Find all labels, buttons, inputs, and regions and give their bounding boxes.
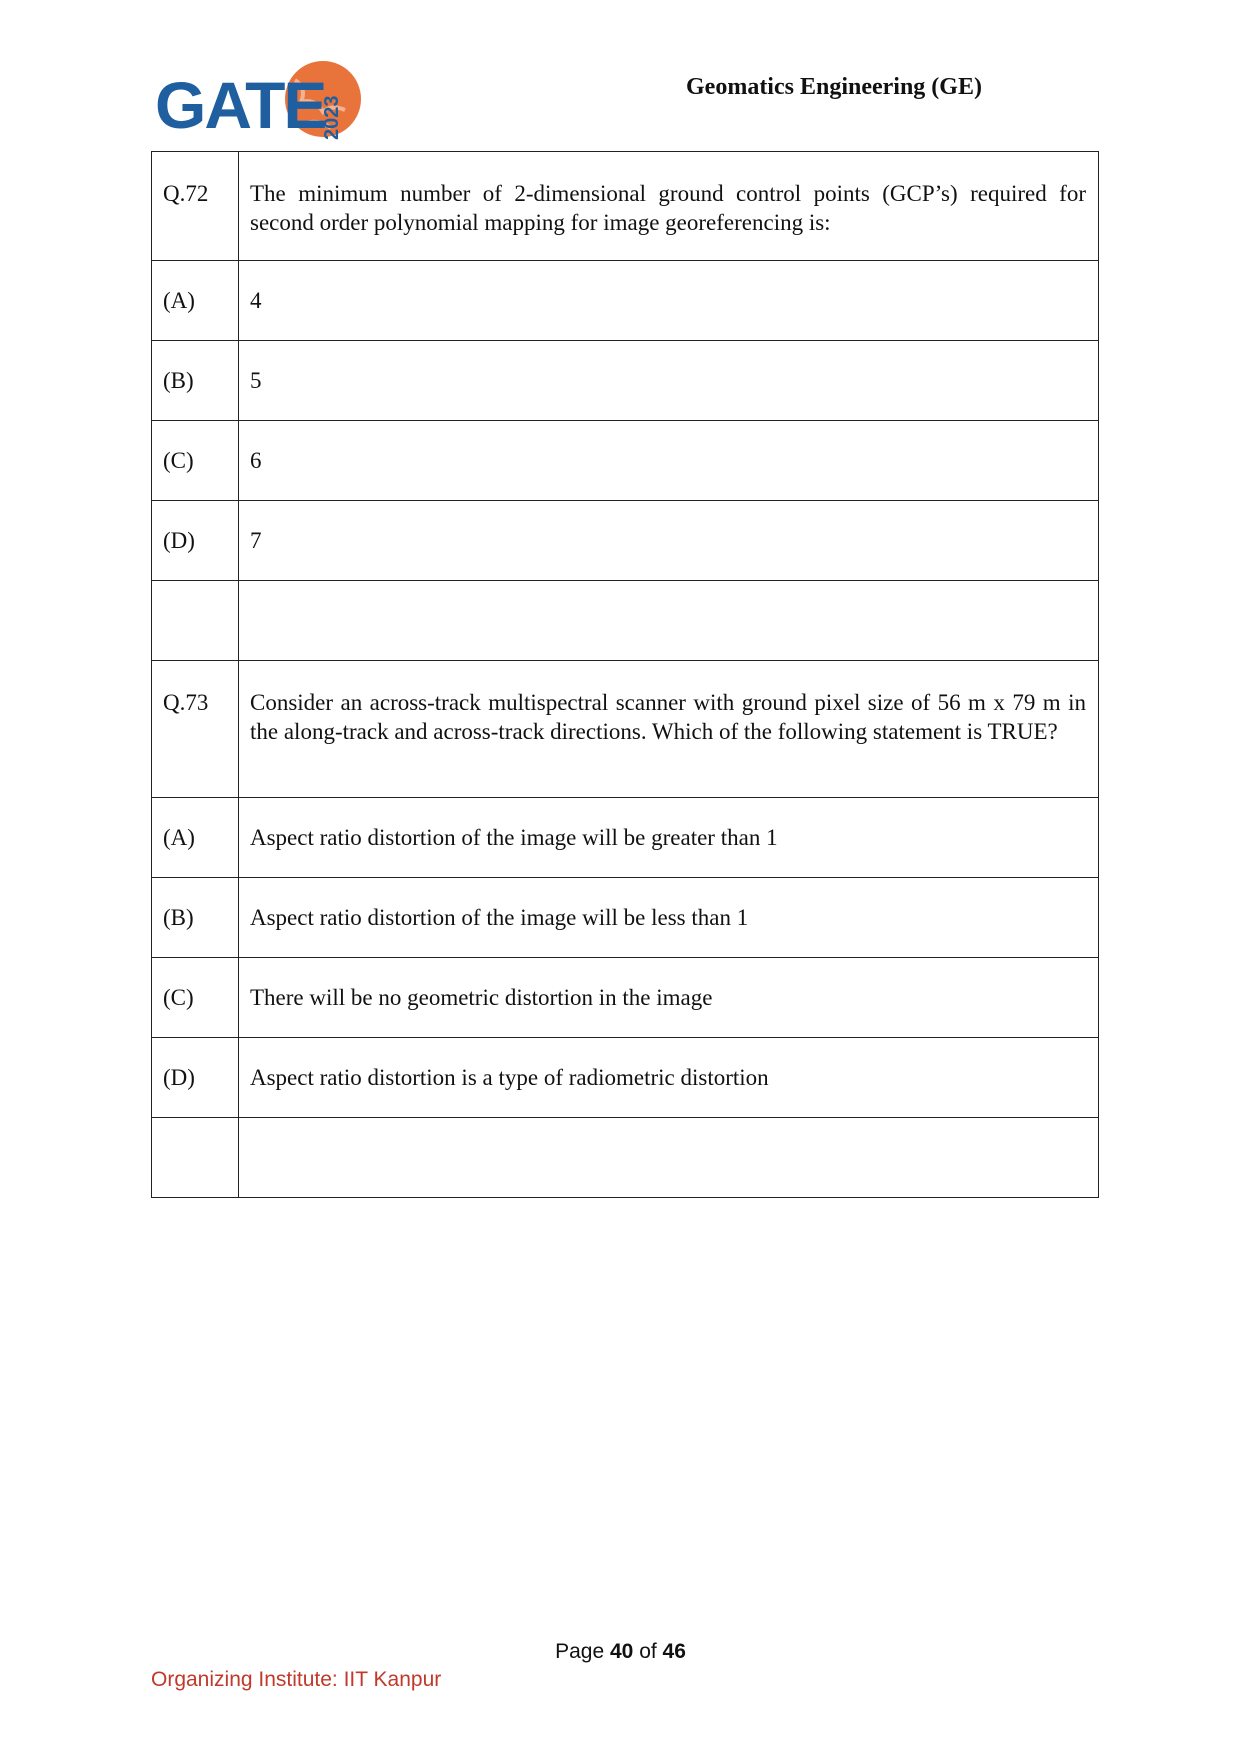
page-of: of — [639, 1640, 657, 1663]
logo-wordmark: GATE — [155, 68, 326, 142]
page-total: 46 — [662, 1640, 686, 1663]
option-text: 7 — [250, 528, 262, 553]
option-text: 6 — [250, 448, 262, 473]
question-row — [152, 152, 1099, 261]
option-text: 5 — [250, 368, 262, 393]
option-text: 4 — [250, 288, 262, 313]
option-row — [152, 501, 1099, 581]
subject-title: Geomatics Engineering (GE) — [686, 74, 982, 100]
question-number-cell — [152, 152, 239, 261]
option-row — [152, 421, 1099, 501]
option-label: (A) — [163, 825, 195, 850]
question-text: The minimum number of 2-dimensional ground control points (GCP’s) required for second order polynomial mapping for image georeferencing is: — [250, 181, 1086, 235]
logo-year: 2023 — [321, 95, 343, 140]
option-row — [152, 341, 1099, 421]
spacer-row — [152, 1118, 1099, 1198]
gate-2023-logo — [155, 58, 365, 144]
question-number-cell — [152, 661, 239, 798]
page-number — [0, 1640, 1241, 1664]
option-text: There will be no geometric distortion in the image — [250, 985, 713, 1010]
option-row — [152, 798, 1099, 878]
option-text: Aspect ratio distortion is a type of radiometric distortion — [250, 1065, 769, 1090]
option-row — [152, 1038, 1099, 1118]
option-label: (C) — [163, 448, 194, 473]
page-prefix: Page — [555, 1640, 605, 1663]
page-current: 40 — [609, 1640, 634, 1663]
option-text: Aspect ratio distortion of the image will be less than 1 — [250, 905, 749, 930]
option-row — [152, 878, 1099, 958]
spacer-row — [152, 581, 1099, 661]
option-label: (B) — [163, 905, 194, 930]
question-text: Consider an across-track multispectral scanner with ground pixel size of 56 m x 79 m in the along-track and across-track directions. Which of the following statement is TRUE? — [250, 690, 1086, 744]
question-text-cell — [239, 152, 1099, 261]
option-text: Aspect ratio distortion of the image will be greater than 1 — [250, 825, 778, 850]
question-row — [152, 661, 1099, 798]
option-label: (D) — [163, 1065, 195, 1090]
option-label: (A) — [163, 288, 195, 313]
option-label: (D) — [163, 528, 195, 553]
question-number: Q.73 — [163, 690, 209, 715]
question-table — [151, 151, 1099, 1198]
option-label: (C) — [163, 985, 194, 1010]
option-row — [152, 958, 1099, 1038]
question-number: Q.72 — [163, 181, 209, 206]
option-label: (B) — [163, 368, 194, 393]
option-row — [152, 261, 1099, 341]
organizer-text: Organizing Institute: IIT Kanpur — [151, 1668, 442, 1691]
question-text-cell — [239, 661, 1099, 798]
